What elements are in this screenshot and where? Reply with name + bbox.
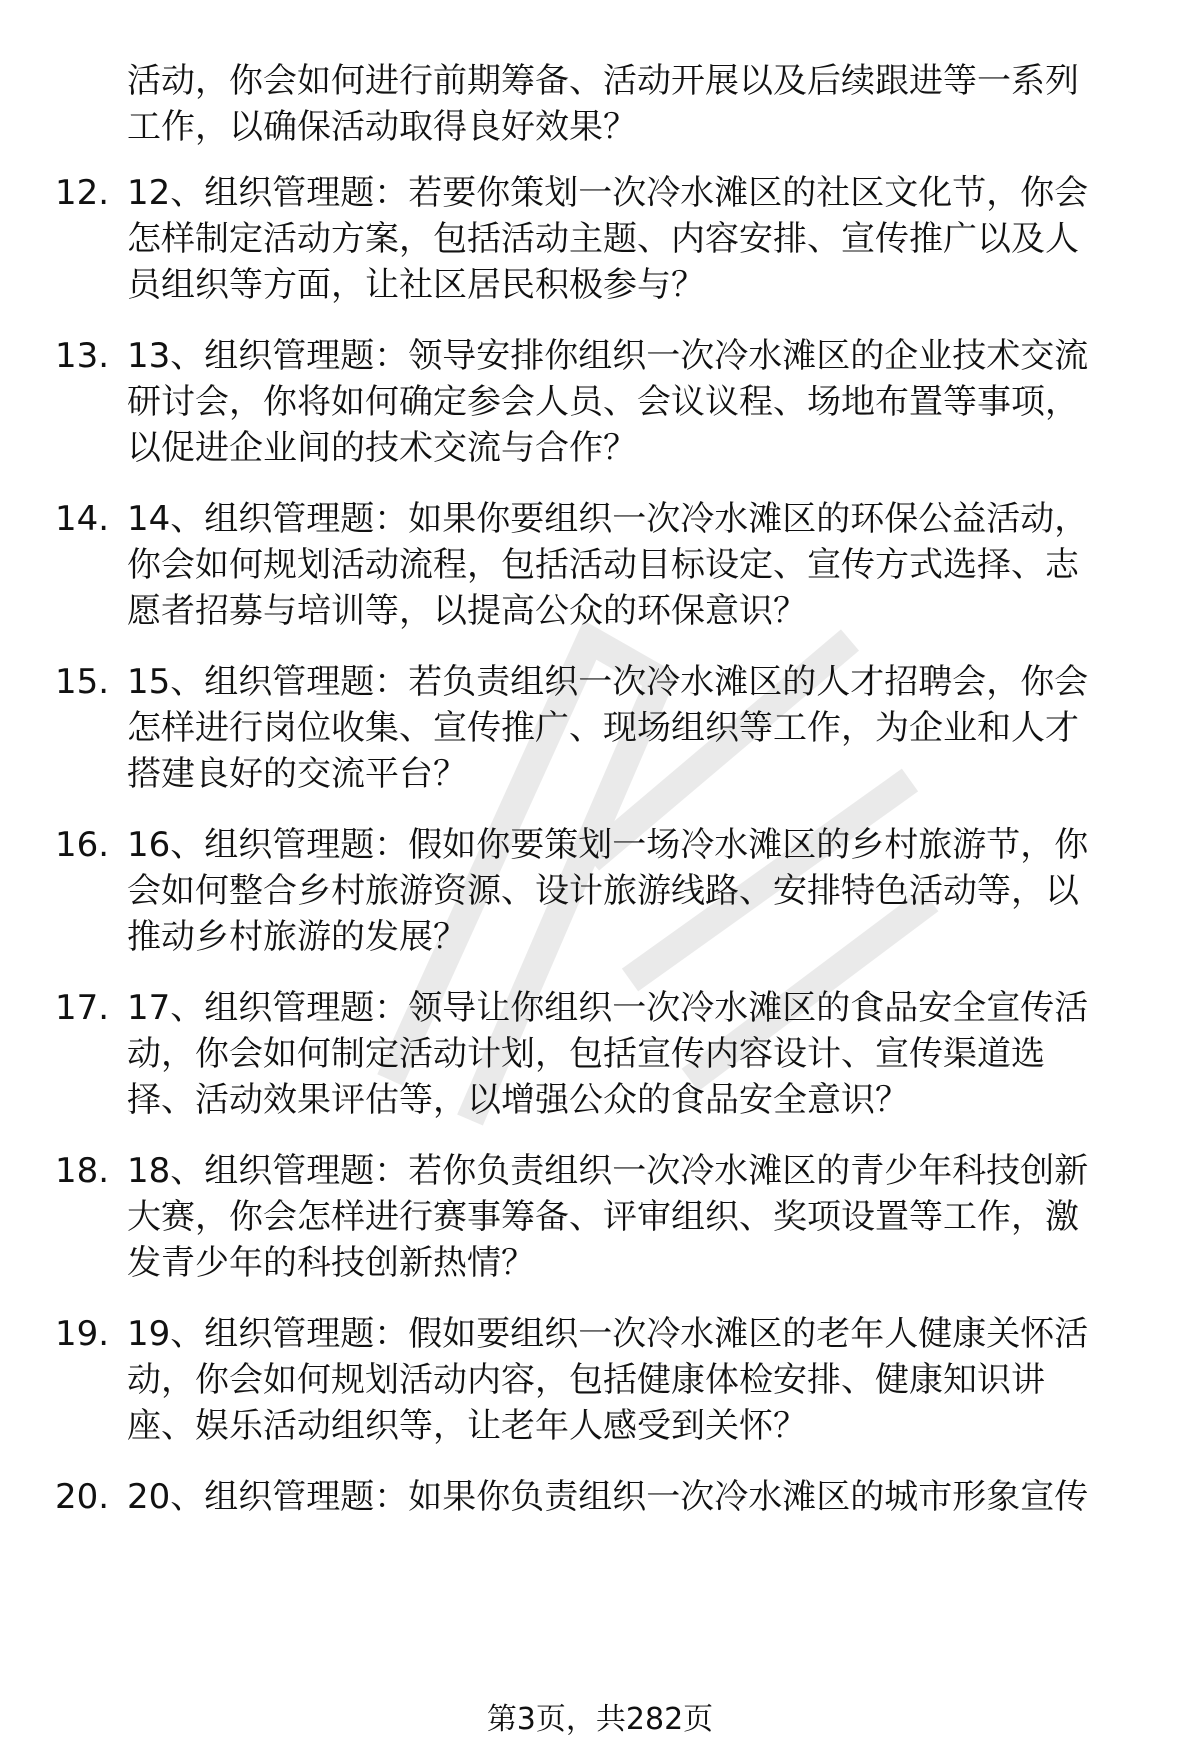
page-number-footer: 第3页，共282页 [486, 1702, 714, 1737]
question-text [127, 496, 1147, 634]
question-text [127, 985, 1147, 1123]
intro-line: 活动，你会如何进行前期筹备、活动开展以及后续跟进等一系列 [127, 61, 1079, 101]
question-text [127, 170, 1147, 308]
question-line: 座、娱乐活动组织等，让老年人感受到关怀？ [127, 1406, 807, 1446]
question-line: 研讨会，你将如何确定参会人员、会议议程、场地布置等事项， [127, 382, 1079, 422]
question-line: 19、组织管理题：假如要组织一次冷水滩区的老年人健康关怀活 [127, 1314, 1089, 1354]
question-line: 员组织等方面，让社区居民积极参与？ [127, 265, 705, 305]
question-line: 18、组织管理题：若你负责组织一次冷水滩区的青少年科技创新 [127, 1151, 1089, 1191]
question-number: 12. [55, 173, 110, 213]
question-line: 15、组织管理题：若负责组织一次冷水滩区的人才招聘会，你会 [127, 662, 1089, 702]
intro-line: 工作，以确保活动取得良好效果？ [127, 107, 637, 147]
question-text [127, 1474, 1147, 1520]
question-line: 会如何整合乡村旅游资源、设计旅游线路、安排特色活动等，以 [127, 871, 1079, 911]
question-line: 12、组织管理题：若要你策划一次冷水滩区的社区文化节，你会 [127, 173, 1089, 213]
question-line: 你会如何规划活动流程，包括活动目标设定、宣传方式选择、志 [127, 545, 1079, 585]
question-line: 14、组织管理题：如果你要组织一次冷水滩区的环保公益活动， [127, 499, 1089, 539]
question-number: 15. [55, 662, 110, 702]
question-number: 20. [55, 1477, 110, 1517]
question-line: 以促进企业间的技术交流与合作？ [127, 428, 637, 468]
question-text [127, 659, 1147, 797]
question-number: 18. [55, 1151, 110, 1191]
question-text [127, 822, 1147, 960]
question-line: 大赛，你会怎样进行赛事筹备、评审组织、奖项设置等工作，激 [127, 1197, 1079, 1237]
question-text [127, 333, 1147, 471]
question-line: 13、组织管理题：领导安排你组织一次冷水滩区的企业技术交流 [127, 336, 1089, 376]
question-line: 搭建良好的交流平台？ [127, 754, 467, 794]
question-line: 愿者招募与培训等，以提高公众的环保意识？ [127, 591, 807, 631]
question-line: 怎样制定活动方案，包括活动主题、内容安排、宣传推广以及人 [127, 219, 1079, 259]
question-text [127, 1311, 1147, 1449]
question-number: 14. [55, 499, 110, 539]
question-number: 13. [55, 336, 110, 376]
intro-paragraph [127, 58, 1147, 150]
question-line: 动，你会如何制定活动计划，包括宣传内容设计、宣传渠道选 [127, 1034, 1045, 1074]
question-line: 发青少年的科技创新热情？ [127, 1243, 535, 1283]
question-number: 16. [55, 825, 110, 865]
question-line: 推动乡村旅游的发展？ [127, 917, 467, 957]
question-number: 17. [55, 988, 110, 1028]
question-line: 17、组织管理题：领导让你组织一次冷水滩区的食品安全宣传活 [127, 988, 1089, 1028]
question-line: 16、组织管理题：假如你要策划一场冷水滩区的乡村旅游节，你 [127, 825, 1089, 865]
question-line: 择、活动效果评估等，以增强公众的食品安全意识？ [127, 1080, 909, 1120]
question-line: 动，你会如何规划活动内容，包括健康体检安排、健康知识讲 [127, 1360, 1045, 1400]
question-text [127, 1148, 1147, 1286]
question-line: 怎样进行岗位收集、宣传推广、现场组织等工作，为企业和人才 [127, 708, 1079, 748]
question-line: 20、组织管理题：如果你负责组织一次冷水滩区的城市形象宣传 [127, 1477, 1089, 1517]
question-number: 19. [55, 1314, 110, 1354]
